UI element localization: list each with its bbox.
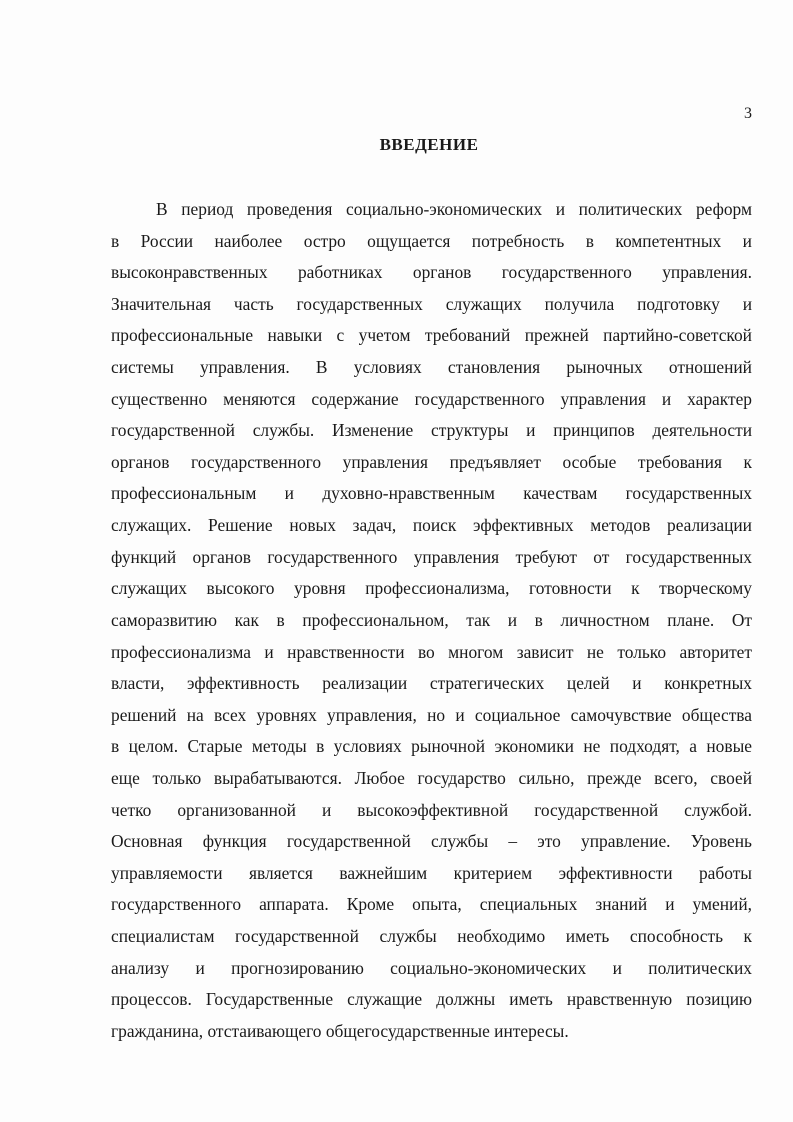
text-line: государственного аппарата. Кроме опыта, специальных знаний и умений, — [111, 894, 752, 915]
text-line: профессиональные навыки с учетом требований прежней партийно-советской — [111, 325, 752, 346]
text-line: анализу и прогнозированию социально-экономических и политических — [111, 957, 752, 978]
section-heading: ВВЕДЕНИЕ — [379, 135, 479, 154]
text-line: управляемости является важнейшим критерием эффективности работы — [111, 862, 752, 883]
text-line: четко организованной и высокоэффективной государственной службой. — [111, 799, 752, 820]
text-line: еще только вырабатываются. Любое государство сильно, прежде всего, своей — [111, 767, 752, 788]
text-line: в целом. Старые методы в условиях рыночной экономики не подходят, а новые — [111, 736, 752, 757]
text-line: служащих высокого уровня профессионализма, готовности к творческому — [111, 578, 752, 599]
text-line: процессов. Государственные служащие должны иметь нравственную позицию — [111, 989, 752, 1010]
text-line: гражданина, отстаивающего общегосударственные интересы. — [111, 1020, 569, 1041]
text-line: существенно меняются содержание государственного управления и характер — [111, 388, 752, 409]
text-line: профессиональным и духовно-нравственным качествам государственных — [111, 483, 752, 504]
text-line: Значительная часть государственных служащих получила подготовку и — [111, 293, 752, 314]
text-line: власти, эффективность реализации стратегических целей и конкретных — [111, 673, 752, 694]
text-line: решений на всех уровнях управления, но и социальное самочувствие общества — [111, 704, 752, 725]
text-line: функций органов государственного управления требуют от государственных — [111, 546, 752, 567]
text-line: системы управления. В условиях становления рыночных отношений — [111, 357, 752, 378]
text-line: Основная функция государственной службы – это управление. Уровень — [111, 831, 752, 852]
page-number: 3 — [744, 105, 752, 122]
text-line: высоконравственных работниках органов государственного управления. — [111, 262, 752, 283]
text-line: в России наиболее остро ощущается потребность в компетентных и — [111, 230, 752, 251]
text-line: профессионализма и нравственности во многом зависит не только авторитет — [111, 641, 752, 662]
text-line: В период проведения социально-экономических и политических реформ — [156, 199, 752, 219]
text-line: органов государственного управления предъявляет особые требования к — [111, 451, 752, 472]
body-paragraph — [111, 194, 752, 1047]
text-line: государственной службы. Изменение структуры и принципов деятельности — [111, 420, 752, 441]
text-line: саморазвитию как в профессиональном, так и в личностном плане. От — [111, 609, 752, 630]
text-line: специалистам государственной службы необходимо иметь способность к — [111, 926, 752, 947]
text-line: служащих. Решение новых задач, поиск эффективных методов реализации — [111, 515, 752, 536]
